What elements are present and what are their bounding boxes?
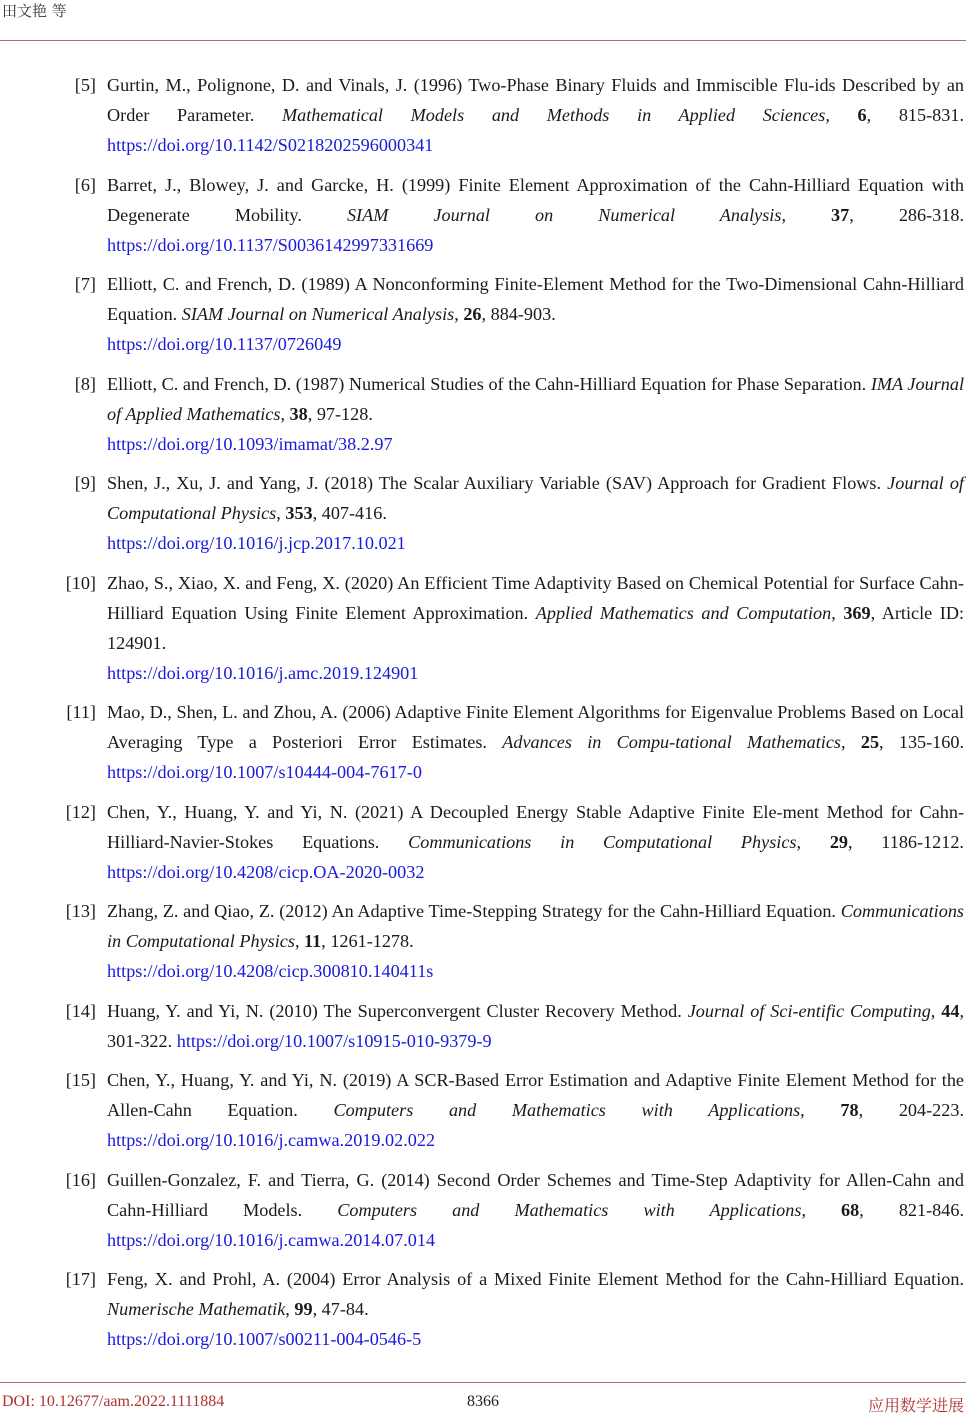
reference-number: [14]	[65, 1000, 96, 1021]
reference-separator: ,	[930, 1000, 942, 1021]
reference-journal: Communications in Computational Physics	[408, 831, 797, 852]
reference-text: Gurtin, M., Polignone, D. and Vinals, J. (1996) Two-Phase Binary Fluids and Immiscible Flu-ids Described by an Order Parameter.	[107, 75, 964, 125]
reference-volume: 6	[857, 105, 867, 125]
reference-text: Shen, J., Xu, J. and Yang, J. (2018) The Scalar Auxiliary Variable (SAV) Approach for Gradient Flows.	[107, 473, 888, 493]
reference-doi-link[interactable]: https://doi.org/10.1016/j.jcp.2017.10.021	[107, 533, 406, 553]
reference-number: [10]	[65, 572, 96, 593]
reference-doi-link[interactable]: https://doi.org/10.1016/j.camwa.2014.07.014	[107, 1229, 436, 1250]
reference-pages: , 821-846.	[859, 1199, 964, 1220]
reference-journal: Journal of Sci-entific Computing	[687, 1000, 931, 1021]
reference-doi-link[interactable]: https://doi.org/10.1137/0726049	[107, 334, 342, 354]
reference-item	[0, 369, 966, 459]
reference-separator: ,	[276, 503, 286, 523]
reference-doi-link[interactable]: https://doi.org/10.4208/cicp.300810.140411s	[107, 961, 434, 981]
reference-number: [7]	[74, 274, 96, 294]
reference-separator: ,	[831, 602, 844, 623]
footer-doi: DOI: 10.12677/aam.2022.1111884	[2, 1393, 225, 1410]
reference-separator: ,	[796, 831, 830, 852]
reference-volume: 29	[829, 831, 848, 852]
reference-doi-link[interactable]: https://doi.org/10.4208/cicp.OA-2020-0032	[107, 861, 425, 882]
reference-item	[0, 170, 966, 260]
reference-item	[0, 797, 966, 887]
reference-journal: Computers and Mathematics with Applications	[333, 1100, 801, 1120]
running-head-authors: 田文艳 等	[2, 2, 67, 20]
reference-number: [16]	[65, 1169, 96, 1190]
reference-journal: Numerische Mathematik	[107, 1299, 286, 1319]
reference-pages: , 135-160.	[879, 732, 965, 752]
reference-number: [9]	[74, 473, 96, 493]
reference-volume: 26	[463, 304, 482, 324]
reference-text: Chen, Y., Huang, Y. and Yi, N. (2021) A Decoupled Energy Stable Adaptive Finite Ele-ment Method for Cahn-Hilliard-Navier-Stokes Equations.	[107, 801, 964, 852]
reference-journal: Communications in Computational Physics	[107, 901, 964, 951]
reference-number: [5]	[74, 75, 96, 95]
reference-item	[0, 468, 966, 558]
reference-volume: 44	[941, 1000, 960, 1021]
footer-journal-name: 应用数学进展	[867, 1398, 964, 1415]
reference-separator: ,	[285, 1299, 295, 1319]
reference-doi-link[interactable]: https://doi.org/10.1007/s00211-004-0546-5	[107, 1329, 422, 1349]
reference-separator: ,	[781, 204, 832, 225]
reference-journal: Mathematical Models and Methods in Applied Sciences	[281, 105, 826, 125]
page-number: 8366	[467, 1393, 499, 1410]
reference-pages: , 301-322.	[107, 1000, 965, 1051]
reference-item	[0, 70, 966, 160]
reference-separator: ,	[825, 105, 858, 125]
reference-volume: 37	[831, 204, 850, 225]
reference-number: [15]	[65, 1070, 96, 1090]
reference-volume: 353	[285, 503, 313, 523]
reference-number: [11]	[66, 702, 96, 722]
reference-text: Zhao, S., Xiao, X. and Feng, X. (2020) An Efficient Time Adaptivity Based on Chemical Potential for Surface Cahn-Hilliard Equation Using Finite Element Approximation.	[107, 572, 964, 623]
reference-text: Elliott, C. and French, D. (1989) A Nonconforming Finite-Element Method for the Two-Dimensional Cahn-Hilliard Equation.	[107, 274, 964, 324]
reference-text: Elliott, C. and French, D. (1987) Numerical Studies of the Cahn-Hilliard Equation for Phase Separation.	[107, 373, 871, 394]
reference-doi-link[interactable]: https://doi.org/10.1142/S0218202596000341	[107, 135, 434, 155]
reference-text: Feng, X. and Prohl, A. (2004) Error Analysis of a Mixed Finite Element Method for the Cahn-Hilliard Equation.	[107, 1269, 964, 1289]
reference-item	[0, 568, 966, 688]
reference-separator: ,	[841, 732, 861, 752]
reference-volume: 68	[841, 1199, 860, 1220]
reference-pages: , 204-223.	[858, 1100, 964, 1120]
reference-text: Zhang, Z. and Qiao, Z. (2012) An Adaptive Time-Stepping Strategy for the Cahn-Hilliard Equation.	[107, 901, 841, 921]
reference-pages: , 47-84.	[312, 1299, 369, 1319]
reference-number: [6]	[74, 174, 96, 195]
reference-pages: , Article ID: 124901.	[107, 602, 965, 653]
reference-doi-link[interactable]: https://doi.org/10.1016/j.amc.2019.124901	[107, 662, 419, 683]
reference-doi-link[interactable]: https://doi.org/10.1093/imamat/38.2.97	[107, 433, 393, 454]
reference-pages: , 1186-1212.	[848, 831, 964, 852]
reference-item	[0, 697, 966, 787]
reference-pages: , 286-318.	[849, 204, 965, 225]
reference-doi-link[interactable]: https://doi.org/10.1007/s10444-004-7617-0	[107, 762, 422, 782]
reference-journal: Applied Mathematics and Computation	[535, 602, 832, 623]
reference-text: Huang, Y. and Yi, N. (2010) The Superconvergent Cluster Recovery Method.	[107, 1000, 688, 1021]
reference-text: Mao, D., Shen, L. and Zhou, A. (2006) Adaptive Finite Element Algorithms for Eigenvalue Problems Based on Local Averaging Type a Posteriori Error Estimates.	[107, 702, 964, 752]
reference-text: Barret, J., Blowey, J. and Garcke, H. (1999) Finite Element Approximation of the Cahn-Hilliard Equation with Degenerate Mobility.	[107, 174, 964, 225]
reference-pages: , 1261-1278.	[321, 931, 414, 951]
reference-item	[0, 896, 966, 986]
reference-pages: , 407-416.	[312, 503, 387, 523]
reference-list	[0, 70, 966, 1364]
reference-volume: 11	[304, 931, 322, 951]
reference-volume: 38	[289, 403, 308, 424]
reference-separator: ,	[280, 403, 290, 424]
reference-separator: ,	[801, 1199, 842, 1220]
reference-volume: 369	[843, 602, 871, 623]
reference-item	[0, 269, 966, 359]
reference-doi-link[interactable]: https://doi.org/10.1007/s10915-010-9379-9	[176, 1030, 492, 1051]
reference-volume: 99	[294, 1299, 313, 1319]
reference-journal: Journal of Computational Physics	[107, 473, 964, 523]
reference-text: Guillen-Gonzalez, F. and Tierra, G. (2014) Second Order Schemes and Time-Step Adaptivity for Allen-Cahn and Cahn-Hilliard Models.	[107, 1169, 964, 1220]
reference-item	[0, 1165, 966, 1255]
reference-doi-link[interactable]: https://doi.org/10.1016/j.camwa.2019.02.022	[107, 1130, 436, 1150]
reference-text: Chen, Y., Huang, Y. and Yi, N. (2019) A SCR-Based Error Estimation and Adaptive Finite Element Method for the Allen-Cahn Equation.	[107, 1070, 964, 1120]
reference-number: [17]	[65, 1269, 96, 1289]
reference-journal: Computers and Mathematics with Applications	[337, 1199, 802, 1220]
reference-item	[0, 1065, 966, 1155]
footer-rule	[0, 1382, 966, 1383]
reference-journal: SIAM Journal on Numerical Analysis	[346, 204, 782, 225]
reference-journal: Advances in Compu-tational Mathematics	[502, 732, 842, 752]
reference-number: [12]	[65, 801, 96, 822]
reference-journal: SIAM Journal on Numerical Analysis	[181, 304, 455, 324]
reference-volume: 78	[840, 1100, 859, 1120]
reference-pages: , 97-128.	[307, 403, 373, 424]
header-rule	[0, 40, 966, 41]
reference-item	[0, 996, 966, 1056]
reference-separator: ,	[454, 304, 464, 324]
reference-separator: ,	[800, 1100, 841, 1120]
reference-pages: , 815-831.	[866, 105, 964, 125]
reference-separator: ,	[294, 931, 305, 951]
reference-pages: , 884-903.	[481, 304, 556, 324]
reference-item	[0, 1264, 966, 1354]
reference-number: [8]	[74, 373, 96, 394]
reference-volume: 25	[860, 732, 880, 752]
reference-journal: IMA Journal of Applied Mathematics	[107, 373, 964, 424]
reference-number: [13]	[65, 901, 96, 921]
reference-doi-link[interactable]: https://doi.org/10.1137/S0036142997331669	[107, 234, 434, 255]
